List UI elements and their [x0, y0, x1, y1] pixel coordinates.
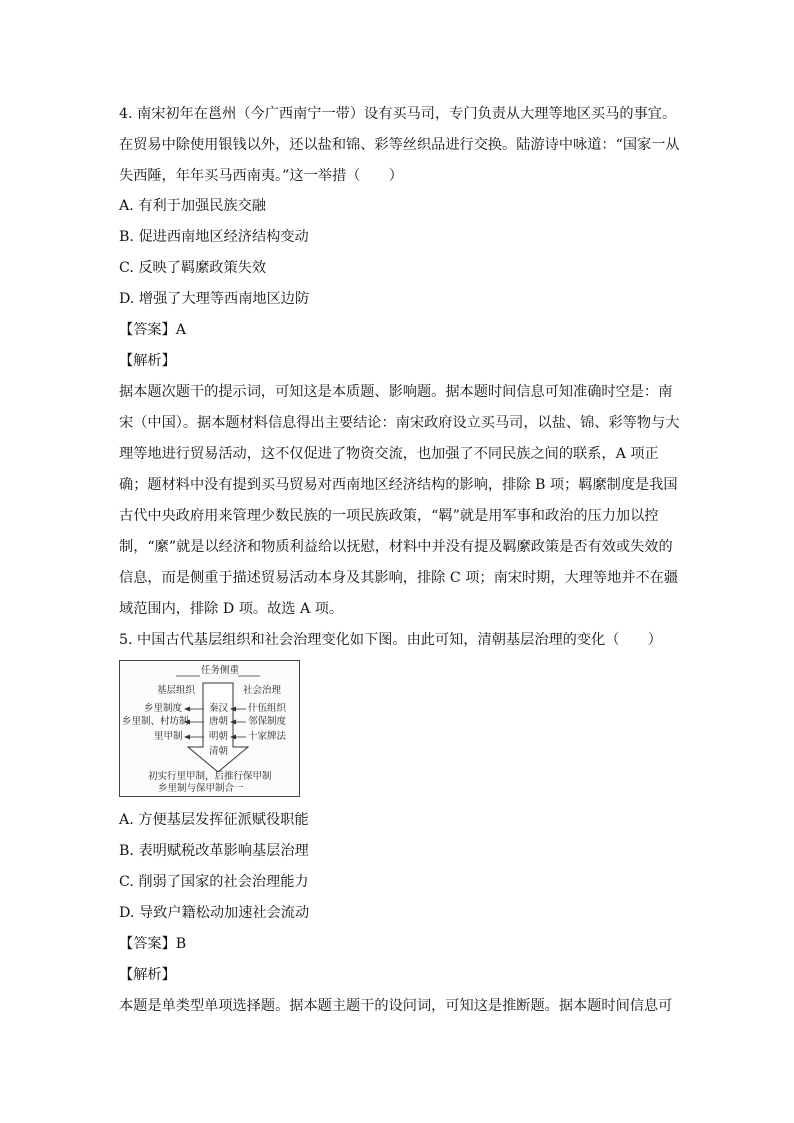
q4-option-d: D. 增强了大理等西南地区边防 [119, 291, 310, 307]
governance-diagram [119, 660, 300, 797]
diagram-left-header: 基层组织 [157, 685, 196, 696]
diagram-right-item-2: 邻保制度 [248, 716, 287, 727]
q4-analysis-line-1: 据本题次题干的提示词，可知这是本质题、影响题。据本题时间信息可知准确时空是：南 [119, 384, 673, 400]
diagram-left-item-1: 乡里制度 [144, 703, 183, 714]
q5-answer: 【答案】B [119, 936, 187, 952]
q4-analysis-line-4: 确；题材料中没有提到买马贸易对西南地区经济结构的影响，排除 B 项；羁縻制度是我国 [119, 477, 678, 493]
diagram-left-item-2: 乡里制、村坊制 [122, 716, 189, 727]
q4-analysis-line-5: 古代中央政府用来管理少数民族的一项民族政策，“羁”就是用军事和政治的压力加以控 [119, 508, 659, 524]
q4-stem-line-3: 失西陲，年年买马西南夷。”这一举措（ ） [119, 168, 403, 184]
q5-option-b: B. 表明赋税改革影响基层治理 [119, 843, 309, 859]
q5-option-a: A. 方便基层发挥征派赋役职能 [119, 812, 309, 828]
q5-option-d: D. 导致户籍松动加速社会流动 [119, 905, 310, 921]
q4-analysis-label: 【解析】 [119, 353, 176, 369]
diagram-right-header: 社会治理 [243, 685, 282, 696]
diagram-dynasty-3: 明朝 [209, 731, 229, 742]
q4-option-c: C. 反映了羁縻政策失效 [119, 260, 267, 276]
diagram-right-item-1: 什伍组织 [248, 703, 287, 714]
q4-analysis-line-3: 理等地进行贸易活动，这不仅促进了物资交流，也加强了不同民族之间的联系，A 项正 [119, 446, 659, 462]
q5-stem: 5. 中国古代基层组织和社会治理变化如下图。由此可知，清朝基层治理的变化（ ） [119, 632, 662, 648]
diagram-right-item-3: 十家牌法 [248, 731, 287, 742]
diagram-left-item-3: 里甲制 [154, 731, 183, 742]
q5-analysis-label: 【解析】 [119, 967, 176, 983]
q4-option-b: B. 促进西南地区经济结构变动 [119, 229, 309, 245]
q4-stem-line-2: 在贸易中除使用银钱以外，还以盐和锦、彩等丝织品进行交换。陆游诗中咏道：“国家一从 [119, 137, 680, 153]
q4-stem-line-1: 4. 南宋初年在邕州（今广西南宁一带）设有买马司，专门负责从大理等地区买马的事宜。 [119, 106, 677, 122]
diagram-dynasty-1: 秦汉 [209, 703, 229, 714]
diagram-dynasty-2: 唐朝 [209, 716, 229, 727]
q4-analysis-line-6: 制，“縻”就是以经济和物质利益给以抚慰，材料中并没有提及羁縻政策是否有效或失效的 [119, 539, 673, 555]
q4-analysis-line-7: 信息，而是侧重于描述贸易活动本身及其影响，排除 C 项；南宋时期，大理等地并不在疆 [119, 570, 679, 586]
q4-analysis-line-8: 域范围内，排除 D 项。故选 A 项。 [119, 601, 344, 617]
diagram-note-line-2: 乡里制与保甲制合一 [158, 783, 244, 794]
q4-answer: 【答案】A [119, 322, 186, 338]
q4-option-a: A. 有利于加强民族交融 [119, 198, 266, 214]
q5-analysis-line-1: 本题是单类型单项选择题。据本题主题干的设问词，可知这是推断题。据本题时间信息可 [119, 998, 673, 1014]
q4-analysis-line-2: 宋（中国）。据本题材料信息得出主要结论：南宋政府设立买马司，以盐、锦、彩等物与大 [119, 415, 680, 431]
q5-option-c: C. 削弱了国家的社会治理能力 [119, 874, 309, 890]
diagram-top-label: 任务侧重 [201, 665, 240, 676]
diagram-note-line-1: 初实行里甲制，后推行保甲制 [148, 771, 272, 782]
diagram-dynasty-4: 清朝 [209, 746, 229, 757]
